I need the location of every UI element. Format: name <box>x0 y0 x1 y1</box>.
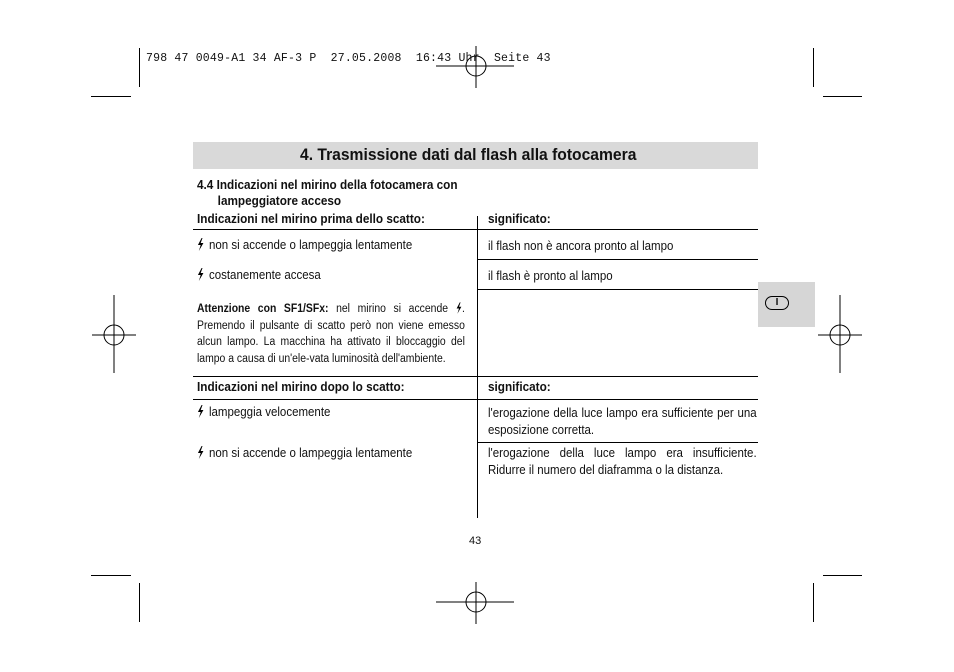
table-row <box>197 267 321 284</box>
indicator-text: non si accende o lampeggia lentamente <box>208 446 413 460</box>
crop-mark <box>139 583 140 622</box>
lightning-bolt-icon <box>197 238 204 251</box>
lightning-bolt-icon <box>197 405 204 418</box>
column-header-after: Indicazioni nel mirino dopo lo scatto: <box>197 380 405 394</box>
meaning-text: il flash non è ancora pronto al lampo <box>488 239 674 253</box>
table-row <box>197 237 412 254</box>
crop-mark <box>823 96 862 97</box>
crosshair-circle-icon <box>436 44 516 88</box>
crop-mark <box>91 575 131 576</box>
subsection-heading-line2: lampeggiatore acceso <box>217 194 342 208</box>
table-row <box>197 445 412 462</box>
meaning-text: l'erogazione della luce lampo era insufficiente. Ridurre il numero del diaframma o la distanza. <box>488 446 757 477</box>
table-rule <box>477 442 758 443</box>
crop-mark <box>139 48 140 87</box>
lightning-bolt-icon <box>197 268 204 281</box>
table-rule <box>477 289 758 290</box>
indicator-text: non si accende o lampeggia lentamente <box>208 238 413 252</box>
meaning-text: l'erogazione della luce lampo era sufficiente per una esposizione corretta. <box>488 406 757 437</box>
print-header: 798 47 0049-A1 34 AF-3 P 27.05.2008 16:43 Uhr Seite 43 <box>146 52 551 65</box>
table-rule <box>193 229 758 230</box>
crop-mark <box>813 583 814 622</box>
indicator-text: lampeggia velocemente <box>208 405 331 419</box>
meaning-text: il flash è pronto al lampo <box>488 269 613 283</box>
language-tab <box>758 282 815 327</box>
table-row <box>197 404 330 421</box>
column-header-meaning: significato: <box>488 380 551 394</box>
note-text-part2: . Premendo il pulsante di scatto però non viene emesso alcun lampo. La macchina ha attivato il bloccaggio del lampo a causa di un'ele-vata luminosità dell'ambiente. <box>197 303 465 365</box>
table-rule <box>193 376 758 377</box>
attention-note <box>197 301 465 367</box>
crop-mark <box>823 575 862 576</box>
crosshair-circle-icon <box>436 580 516 624</box>
indicator-text: costanemente accesa <box>208 268 321 282</box>
page-number: 43 <box>469 535 482 547</box>
crop-mark <box>813 48 814 87</box>
note-label: Attenzione con SF1/SFx: <box>197 303 329 315</box>
section-title: 4. Trasmissione dati dal flash alla fotocamera <box>300 145 637 164</box>
section-title-bar <box>193 142 758 169</box>
subsection-heading-line1: 4.4 Indicazioni nel mirino della fotocamera con <box>197 178 458 192</box>
table-rule <box>477 259 758 260</box>
lightning-bolt-icon <box>197 446 204 459</box>
crosshair-circle-icon <box>818 295 862 375</box>
language-badge: I <box>765 296 789 310</box>
table-rule <box>193 399 758 400</box>
column-header-meaning: significato: <box>488 212 551 226</box>
subsection-heading <box>197 177 458 209</box>
note-text-part1: nel mirino si accende <box>328 303 456 315</box>
table-column-divider <box>477 216 478 518</box>
crop-mark <box>91 96 131 97</box>
crosshair-circle-icon <box>92 295 136 375</box>
column-header-before: Indicazioni nel mirino prima dello scatto: <box>197 212 425 226</box>
